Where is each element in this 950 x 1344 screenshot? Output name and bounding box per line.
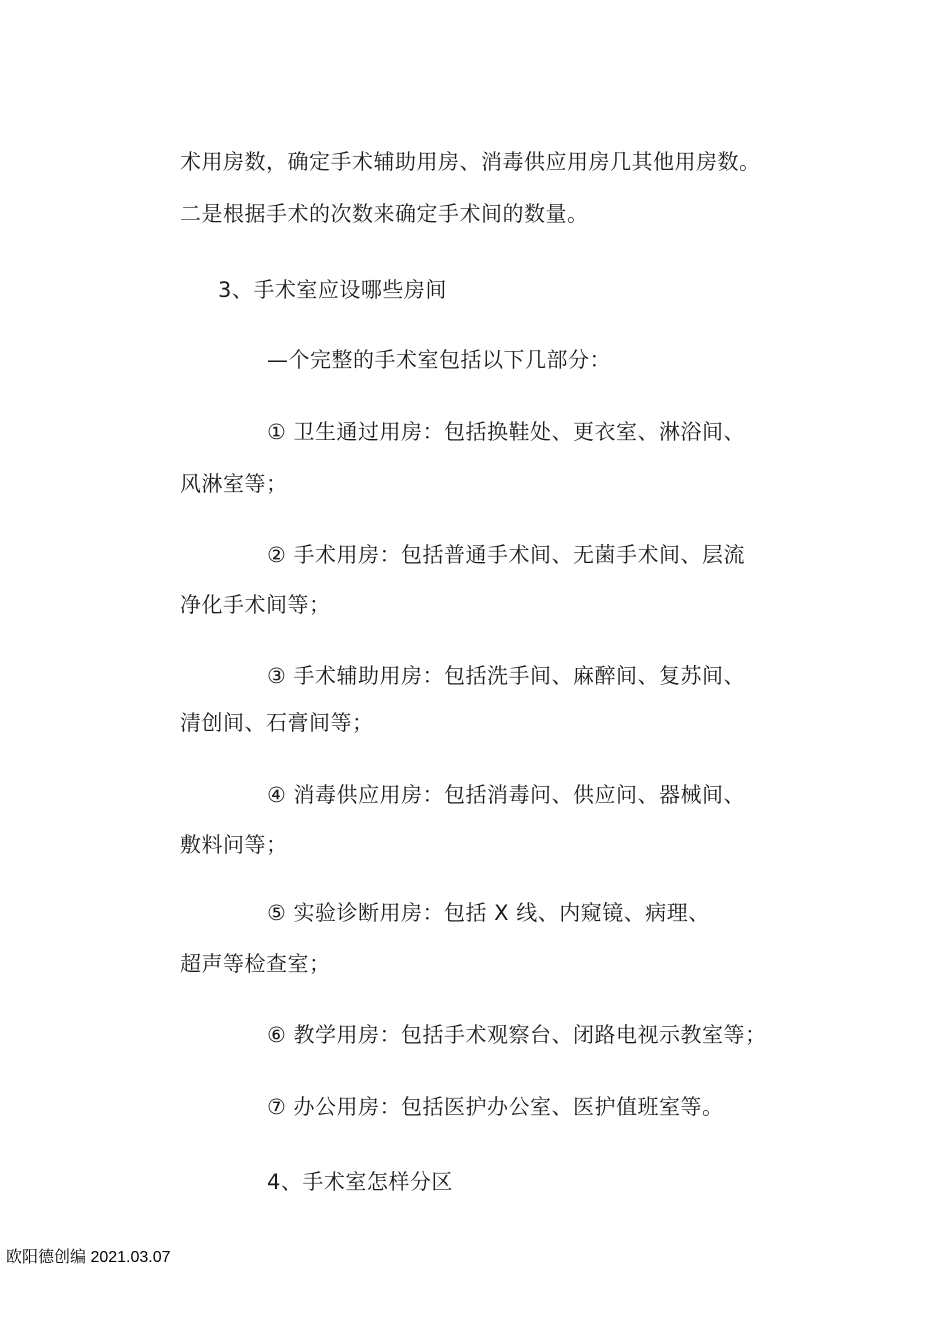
list-item-continuation: 超声等检查室； <box>180 952 331 976</box>
list-item-line: ② 手术用房：包括普通手术间、无菌手术间、层流 <box>267 543 745 567</box>
list-item-line: ⑤ 实验诊断用房：包括 X 线、内窥镜、病理、 <box>267 901 710 925</box>
body-text-line: 二是根据手术的次数来确定手术间的数量。 <box>180 202 589 226</box>
list-item-line: ⑥ 教学用房：包括手术观察台、闭路电视示教室等； <box>267 1023 767 1047</box>
list-item-line: ③ 手术辅助用房：包括洗手间、麻醉间、复苏间、 <box>267 664 745 688</box>
list-item-continuation: 清创间、石膏间等； <box>180 711 374 735</box>
list-item-continuation: 风淋室等； <box>180 472 288 496</box>
list-item-line: ④ 消毒供应用房：包括消毒问、供应问、器械间、 <box>267 783 745 807</box>
list-item-continuation: 敷料问等； <box>180 833 288 857</box>
body-text-line: 术用房数，确定手术辅助用房、消毒供应用房几其他用房数。 <box>180 150 761 174</box>
section-heading: 3、手术室应设哪些房间 <box>218 278 447 302</box>
body-text-line: —个完整的手术室包括以下几部分： <box>267 348 611 372</box>
list-item-continuation: 净化手术间等； <box>180 593 331 617</box>
page-footer: 欧阳德创编 2021.03.07 <box>6 1249 171 1266</box>
section-heading: 4、手术室怎样分区 <box>267 1170 453 1194</box>
list-item-line: ① 卫生通过用房：包括换鞋处、更衣室、淋浴间、 <box>267 420 745 444</box>
list-item-line: ⑦ 办公用房：包括医护办公室、医护值班室等。 <box>267 1095 724 1119</box>
